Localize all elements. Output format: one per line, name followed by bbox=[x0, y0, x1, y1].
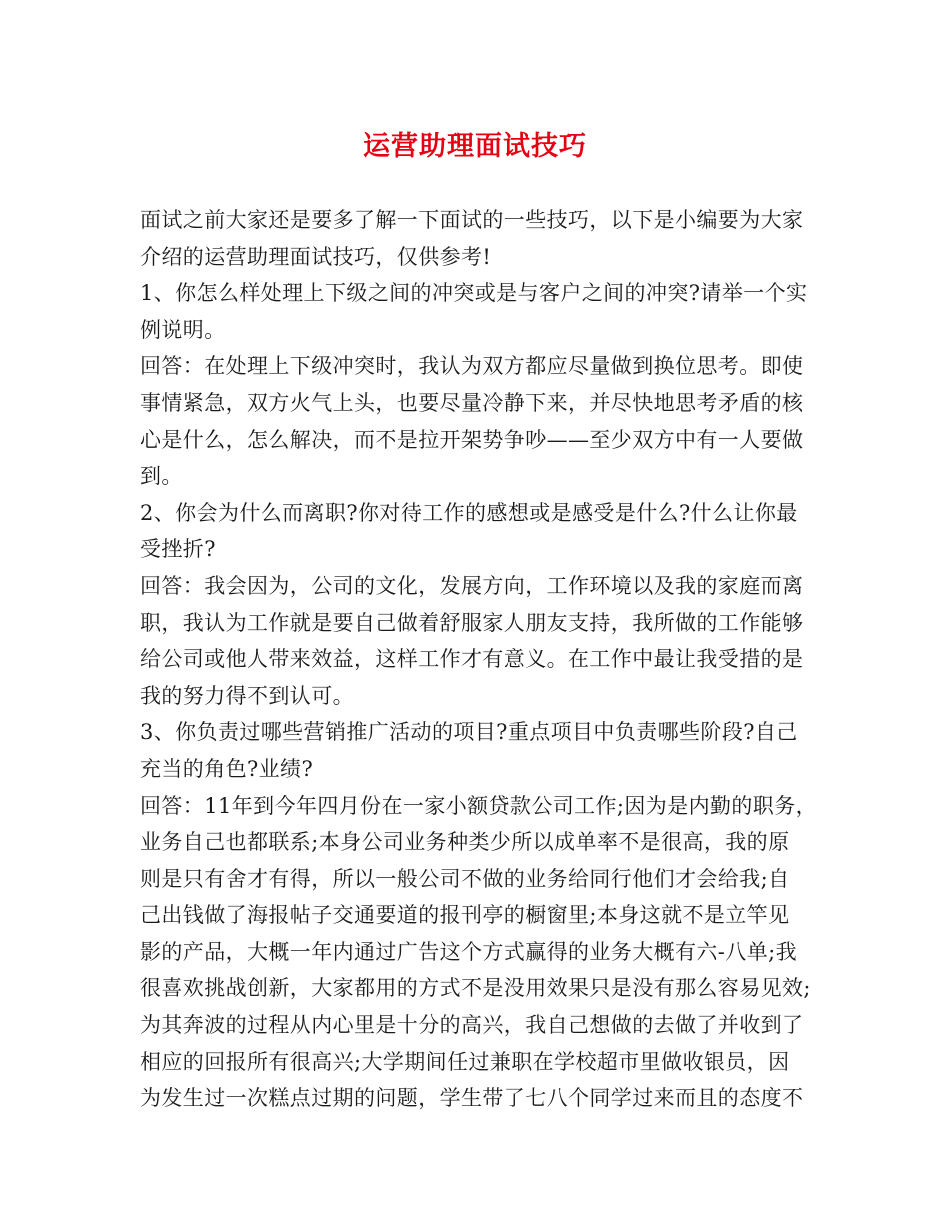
question-line: 例说明。 bbox=[140, 317, 226, 342]
question-line: 3、你负责过哪些营销推广活动的项目?重点项目中负责哪些阶段?自己 bbox=[140, 720, 798, 745]
answer-line: 为发生过一次糕点过期的问题，学生带了七八个同学过来而且的态度不 bbox=[140, 1086, 804, 1111]
document-title: 运营助理面试技巧 bbox=[363, 131, 587, 162]
document-body bbox=[140, 202, 820, 1117]
question-line: 充当的角色?业绩? bbox=[140, 756, 314, 781]
answer-line: 我的努力得不到认可。 bbox=[140, 683, 354, 708]
text-line: 介绍的运营助理面试技巧，仅供参考! bbox=[140, 244, 492, 269]
answer-line: 心是什么，怎么解决，而不是拉开架势争吵——至少双方中有一人要做 bbox=[140, 427, 804, 452]
question-line: 1、你怎么样处理上下级之间的冲突或是与客户之间的冲突?请举一个实 bbox=[140, 281, 808, 306]
answer-line: 到。 bbox=[140, 464, 183, 489]
answer-line: 事情紧急，双方火气上头，也要尽量冷静下来，并尽快地思考矛盾的核 bbox=[140, 390, 804, 415]
answer-line: 己出钱做了海报帖子交通要道的报刊亭的橱窗里;本身这就不是立竿见 bbox=[140, 903, 790, 928]
answer-line: 很喜欢挑战创新，大家都用的方式不是没用效果只是没有那么容易见效; bbox=[140, 976, 811, 1001]
question-line: 2、你会为什么而离职?你对待工作的感想或是感受是什么?什么让你最 bbox=[140, 500, 798, 525]
answer-line: 回答：我会因为，公司的文化，发展方向，工作环境以及我的家庭而离 bbox=[140, 573, 804, 598]
question-line: 受挫折? bbox=[140, 537, 216, 562]
answer-line: 相应的回报所有很高兴;大学期间任过兼职在学校超市里做收银员，因 bbox=[140, 1049, 790, 1074]
answer-line: 则是只有舍才有得，所以一般公司不做的业务给同行他们才会给我;自 bbox=[140, 866, 790, 891]
answer-line: 回答：在处理上下级冲突时，我认为双方都应尽量做到换位思考。即使 bbox=[140, 354, 804, 379]
answer-line: 职，我认为工作就是要自己做着舒服家人朋友支持，我所做的工作能够 bbox=[140, 610, 804, 635]
answer-line: 为其奔波的过程从内心里是十分的高兴，我自己想做的去做了并收到了 bbox=[140, 1013, 804, 1038]
answer-line: 业务自己也都联系;本身公司业务种类少所以成单率不是很高，我的原 bbox=[140, 830, 790, 855]
answer-line: 回答：11年到今年四月份在一家小额贷款公司工作;因为是内勤的职务， bbox=[140, 793, 817, 818]
text-line: 面试之前大家还是要多了解一下面试的一些技巧，以下是小编要为大家 bbox=[140, 208, 804, 232]
answer-line: 影的产品，大概一年内通过广告这个方式赢得的业务大概有六-八单;我 bbox=[140, 939, 797, 964]
answer-line: 给公司或他人带来效益，这样工作才有意义。在工作中最让我受措的是 bbox=[140, 647, 804, 672]
